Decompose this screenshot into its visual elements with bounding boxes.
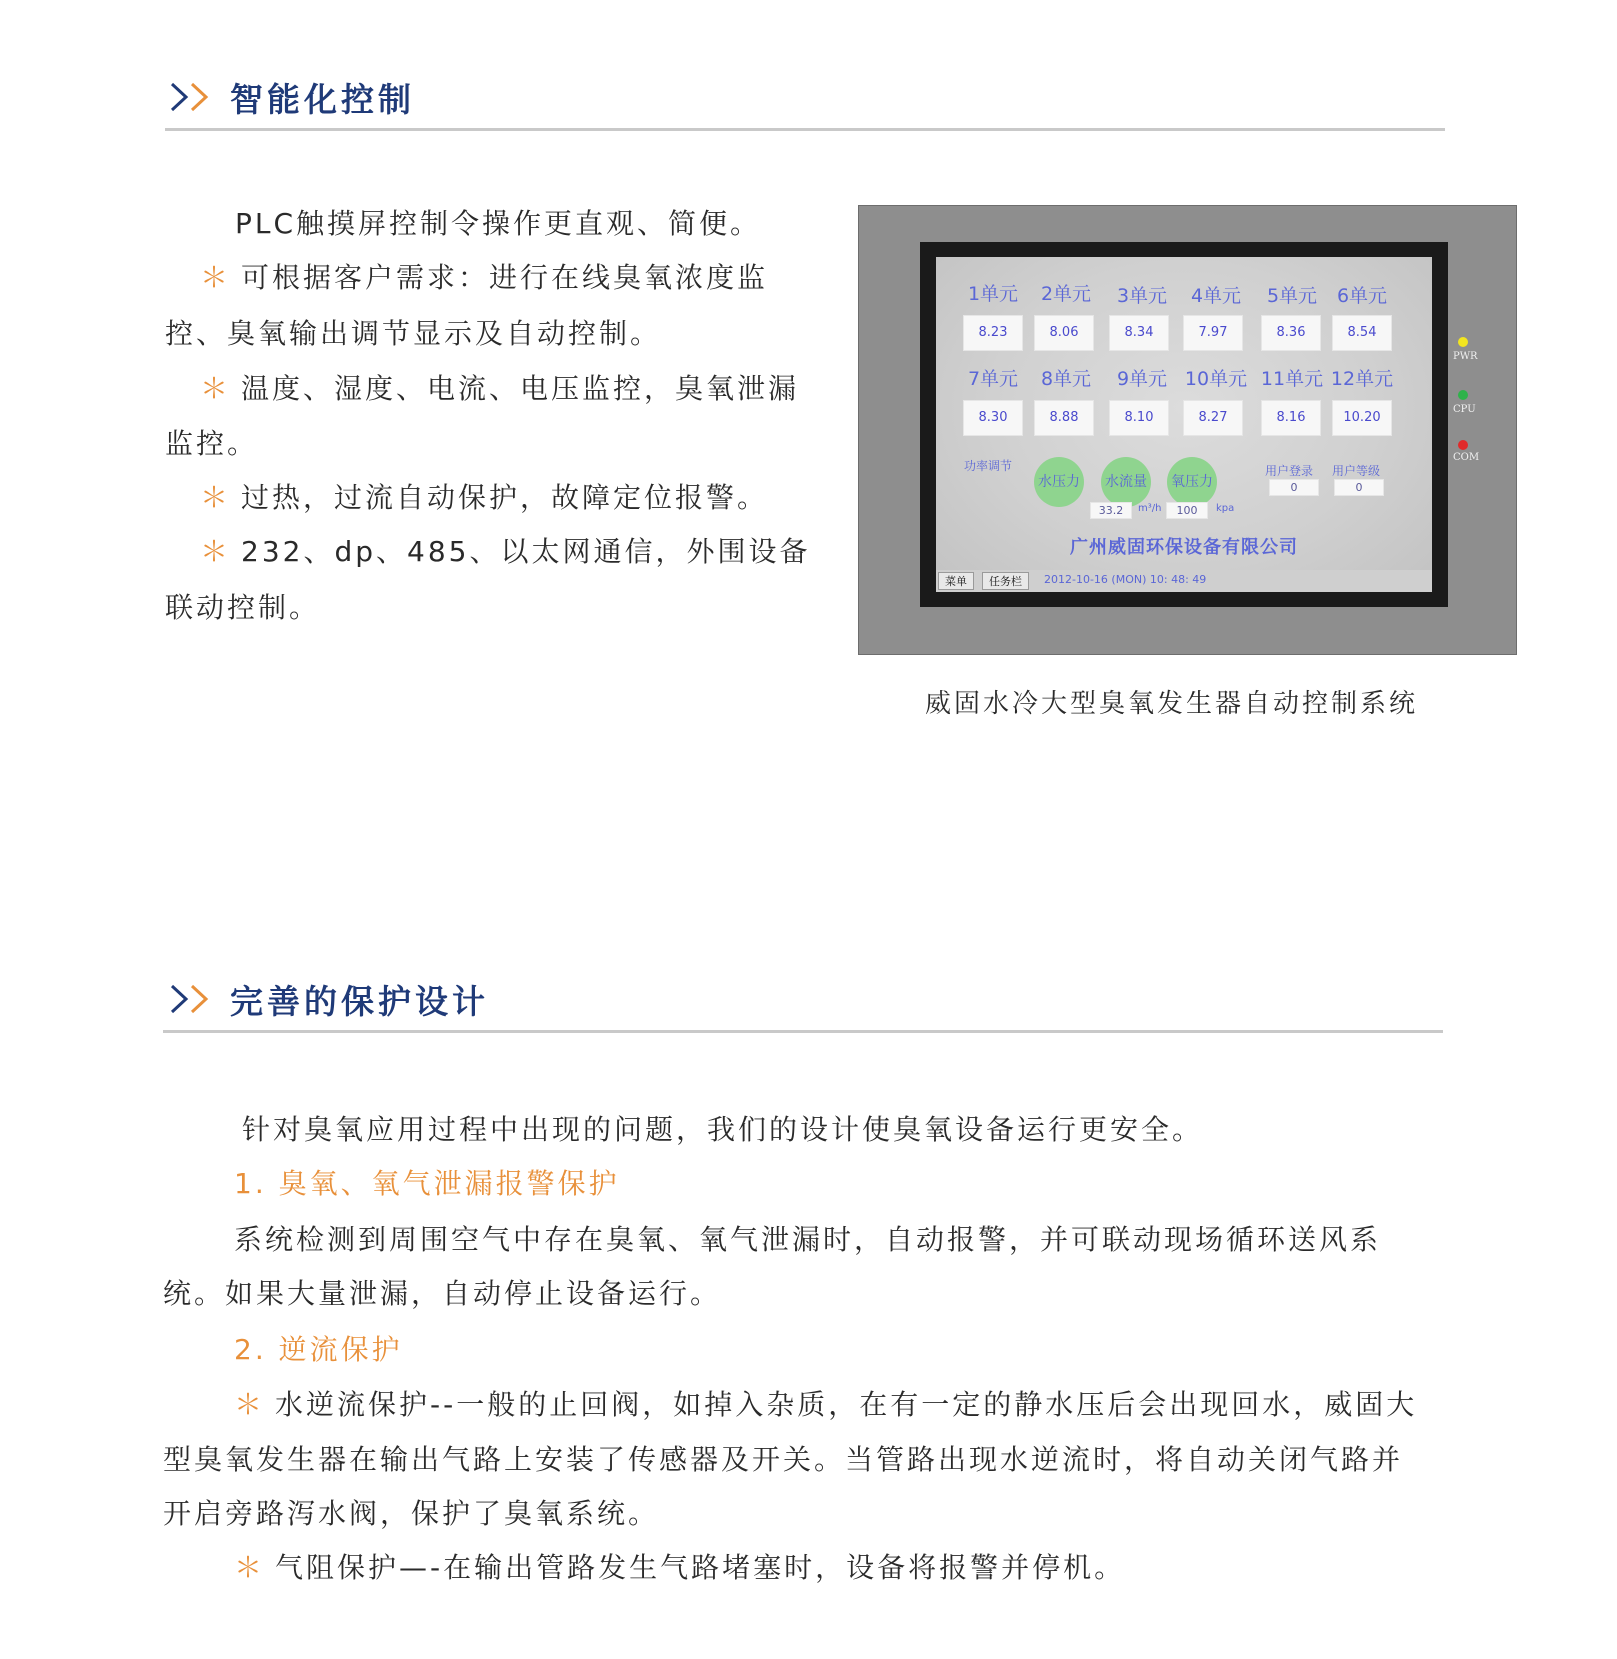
water-pressure-gauge[interactable]: 水压力 bbox=[1034, 457, 1084, 507]
water-flow-gauge[interactable]: 水流量 bbox=[1101, 457, 1151, 507]
unit-value: 8.36 bbox=[1261, 315, 1321, 351]
unit-label: 5单元 bbox=[1266, 285, 1318, 307]
flow-unit: m³/h bbox=[1138, 503, 1162, 514]
user-login-label: 用户登录 bbox=[1265, 464, 1314, 478]
unit-value: 8.06 bbox=[1034, 315, 1094, 351]
unit-value: 8.34 bbox=[1109, 315, 1169, 351]
bullet-line: ＊ 气阻保护—-在输出管路发生气路堵塞时，设备将报警并停机。 bbox=[234, 1551, 1126, 1584]
text-line: 型臭氧发生器在输出气路上安装了传感器及开关。当管路出现水逆流时，将自动关闭气路并 bbox=[163, 1443, 1404, 1476]
com-led-label: COM bbox=[1453, 452, 1480, 463]
item2-heading: 2. 逆流保护 bbox=[234, 1333, 403, 1366]
user-level-field[interactable]: 0 bbox=[1334, 479, 1384, 496]
pressure-value: 100 bbox=[1166, 502, 1208, 519]
double-chevron-icon bbox=[168, 982, 216, 1016]
unit-value: 8.30 bbox=[963, 400, 1023, 436]
unit-label: 1单元 bbox=[967, 283, 1019, 305]
section-title-text: 智能化控制 bbox=[230, 79, 415, 119]
unit-value: 8.10 bbox=[1109, 400, 1169, 436]
taskbar-button[interactable]: 任务栏 bbox=[982, 572, 1029, 590]
user-level-label: 用户等级 bbox=[1332, 464, 1381, 478]
asterisk-bullet-icon: ＊ bbox=[234, 1388, 266, 1421]
asterisk-bullet-icon: ＊ bbox=[200, 535, 232, 568]
text-line: 控、臭氧输出调节显示及自动控制。 bbox=[165, 317, 662, 350]
pwr-led-icon bbox=[1458, 337, 1468, 347]
unit-label: 4单元 bbox=[1190, 285, 1242, 307]
asterisk-bullet-icon: ＊ bbox=[234, 1551, 266, 1584]
taskbar bbox=[936, 570, 1432, 592]
unit-value: 10.20 bbox=[1332, 400, 1392, 436]
asterisk-bullet-icon: ＊ bbox=[200, 481, 232, 514]
unit-label: 11单元 bbox=[1260, 368, 1324, 390]
text-line: PLC触摸屏控制令操作更直观、简便。 bbox=[235, 207, 762, 240]
plc-touchscreen-device bbox=[858, 205, 1517, 655]
unit-label: 3单元 bbox=[1116, 285, 1168, 307]
unit-label: 10单元 bbox=[1184, 368, 1248, 390]
intro-line: 针对臭氧应用过程中出现的问题，我们的设计使臭氧设备运行更安全。 bbox=[242, 1113, 1204, 1146]
unit-label: 8单元 bbox=[1040, 368, 1092, 390]
unit-value: 8.23 bbox=[963, 315, 1023, 351]
unit-label: 12单元 bbox=[1330, 368, 1394, 390]
bullet-line: ＊ 可根据客户需求：进行在线臭氧浓度监 bbox=[200, 261, 769, 294]
company-name: 广州威固环保设备有限公司 bbox=[1070, 537, 1298, 558]
com-led-icon bbox=[1458, 440, 1468, 450]
unit-value: 7.97 bbox=[1183, 315, 1243, 351]
asterisk-bullet-icon: ＊ bbox=[200, 372, 232, 405]
bullet-line: ＊ 232、dp、485、以太网通信，外围设备 bbox=[200, 535, 811, 568]
flow-value: 33.2 bbox=[1090, 502, 1132, 519]
user-login-field[interactable]: 0 bbox=[1269, 479, 1319, 496]
unit-label: 6单元 bbox=[1336, 285, 1388, 307]
unit-value: 8.54 bbox=[1332, 315, 1392, 351]
section-title-protection-design bbox=[168, 974, 489, 1024]
text-line: 开启旁路泻水阀，保护了臭氧系统。 bbox=[163, 1497, 660, 1530]
text-line: 统。如果大量泄漏，自动停止设备运行。 bbox=[163, 1277, 722, 1310]
text-line: 联动控制。 bbox=[165, 591, 321, 624]
unit-value: 8.88 bbox=[1034, 400, 1094, 436]
text-line: 系统检测到周围空气中存在臭氧、氧气泄漏时，自动报警，并可联动现场循环送风系 bbox=[234, 1223, 1382, 1256]
oxygen-pressure-gauge[interactable]: 氧压力 bbox=[1167, 457, 1217, 507]
unit-label: 2单元 bbox=[1040, 283, 1092, 305]
text-line: 监控。 bbox=[165, 427, 259, 460]
cpu-led-label: CPU bbox=[1453, 404, 1476, 415]
menu-button[interactable]: 菜单 bbox=[938, 572, 974, 590]
bullet-line: ＊ 水逆流保护--一般的止回阀，如掉入杂质，在有一定的静水压后会出现回水，威固大 bbox=[234, 1388, 1418, 1421]
double-chevron-icon bbox=[168, 80, 216, 114]
bullet-line: ＊ 过热，过流自动保护，故障定位报警。 bbox=[200, 481, 769, 514]
section-divider bbox=[163, 1030, 1443, 1033]
power-adjust-button[interactable]: 功率调节 bbox=[964, 459, 1013, 473]
unit-label: 7单元 bbox=[967, 368, 1019, 390]
unit-value: 8.27 bbox=[1183, 400, 1243, 436]
cpu-led-icon bbox=[1458, 390, 1468, 400]
hmi-screen bbox=[936, 257, 1432, 592]
bullet-line: ＊ 温度、湿度、电流、电压监控，臭氧泄漏 bbox=[200, 372, 800, 405]
section-title-text: 完善的保护设计 bbox=[230, 981, 489, 1021]
item1-heading: 1. 臭氧、氧气泄漏报警保护 bbox=[234, 1167, 620, 1200]
pressure-unit: kpa bbox=[1216, 503, 1235, 514]
unit-value: 8.16 bbox=[1261, 400, 1321, 436]
pwr-led-label: PWR bbox=[1453, 351, 1478, 362]
screen-bezel bbox=[920, 242, 1448, 607]
section-divider bbox=[165, 128, 1445, 131]
image-caption: 威固水冷大型臭氧发生器自动控制系统 bbox=[925, 689, 1419, 719]
asterisk-bullet-icon: ＊ bbox=[200, 261, 232, 294]
unit-label: 9单元 bbox=[1116, 368, 1168, 390]
datetime-display: 2012-10-16 (MON) 10: 48: 49 bbox=[1044, 573, 1207, 586]
section-title-smart-control bbox=[168, 72, 415, 122]
